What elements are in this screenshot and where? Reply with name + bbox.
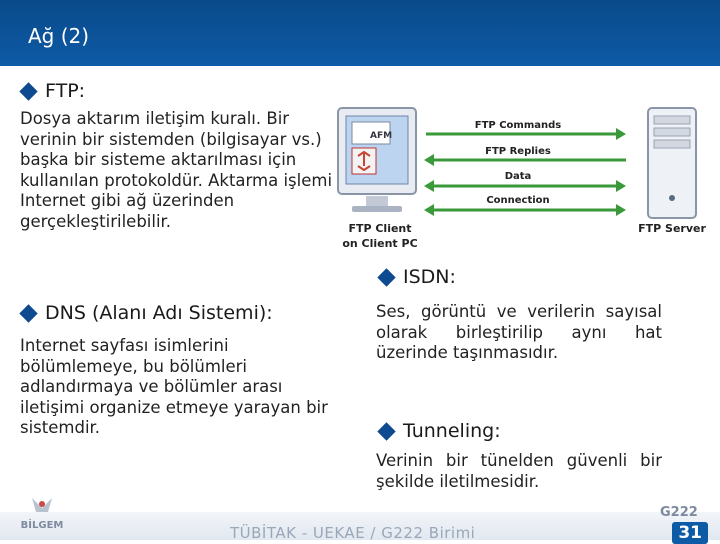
- arrow-label-data: Data: [504, 171, 532, 182]
- tunneling-heading-text: Tunneling:: [403, 420, 501, 442]
- ftp-diagram: [330, 100, 715, 260]
- screen-label: AFM: [370, 131, 393, 141]
- footer-text: TÜBİTAK - UEKAE / G222 Birimi: [230, 524, 476, 542]
- g222-logo: [660, 502, 706, 524]
- isdn-heading-text: ISDN:: [403, 266, 456, 288]
- dns-heading: [22, 302, 273, 324]
- tunneling-heading: [380, 420, 501, 442]
- g222-logo-icon: [660, 502, 706, 520]
- ftp-heading: [22, 80, 85, 102]
- bilgem-logo-icon: [12, 494, 72, 534]
- arrow-label-ftp-replies: FTP Replies: [485, 146, 551, 157]
- client-sub-label: on Client PC: [342, 237, 418, 250]
- bullet-diamond-icon: [19, 304, 37, 322]
- client-label: FTP Client: [348, 222, 412, 235]
- server-tower-icon: [648, 108, 696, 218]
- bilgem-logo: [12, 494, 72, 538]
- bullet-diamond-icon: [19, 82, 37, 100]
- server-label: FTP Server: [638, 222, 706, 235]
- slide-number: 31: [672, 522, 708, 544]
- client-computer-icon: [338, 108, 416, 212]
- title-bar: [0, 0, 720, 66]
- arrow-label-ftp-commands: FTP Commands: [474, 120, 562, 131]
- ftp-heading-text: FTP:: [45, 80, 86, 102]
- g222-logo-text: G222: [660, 505, 698, 520]
- isdn-description: Ses, görüntü ve verilerin sayısal olarak birleştirilip aynı hat üzerinde taşınmasıdır.: [376, 302, 662, 362]
- dns-heading-text: DNS (Alanı Adı Sistemi):: [45, 302, 273, 324]
- ftp-description: Dosya aktarım iletişim kuralı. Bir verinin bir sistemden (bilgisayar vs.) başka bir sisteme aktarılması için kullanılan protokoldür. Aktarma işlemi Internet gibi ağ üzerinden gerçekleştirilebilir.: [20, 109, 333, 231]
- bullet-diamond-icon: [377, 422, 395, 440]
- bilgem-logo-text: BİLGEM: [20, 520, 64, 531]
- slide-title: Ağ (2): [28, 24, 90, 48]
- isdn-heading: [380, 266, 456, 288]
- arrow-label-connection: Connection: [486, 195, 550, 206]
- bullet-diamond-icon: [377, 268, 395, 286]
- tunneling-description: Verinin bir tünelden güvenli bir şekilde iletilmesidir.: [376, 451, 662, 491]
- dns-description: Internet sayfası isimlerini bölümlemeye, bu bölümleri adlandırmaya ve bölümler arası iletişimi organize etmeye yarayan bir sistemdir.: [20, 336, 328, 437]
